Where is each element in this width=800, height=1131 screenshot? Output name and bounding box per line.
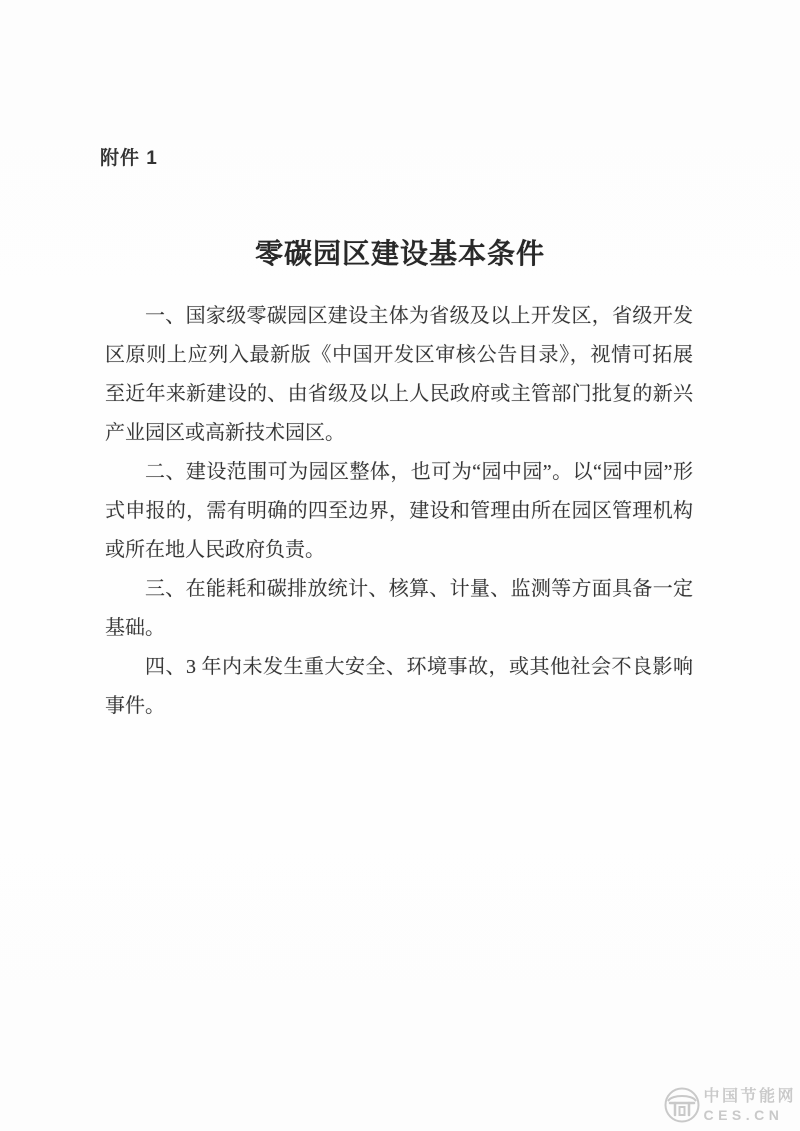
site-watermark bbox=[663, 1086, 796, 1124]
document-body bbox=[105, 297, 693, 726]
watermark-site-domain: CES.CN bbox=[703, 1106, 784, 1123]
attachment-label: 附件 1 bbox=[100, 148, 158, 169]
watermark-text bbox=[703, 1089, 796, 1122]
ces-logo-icon bbox=[663, 1086, 701, 1124]
paragraph-2: 二、建设范围可为园区整体，也可为“园中园”。以“园中园”形式申报的，需有明确的四至边界，建设和管理由所在园区管理机构或所在地人民政府负责。 bbox=[105, 461, 693, 561]
paragraph-4: 四、3 年内未发生重大安全、环境事故，或其他社会不良影响事件。 bbox=[105, 656, 693, 717]
watermark-site-name: 中国节能网 bbox=[703, 1087, 796, 1105]
paragraph-1: 一、国家级零碳园区建设主体为省级及以上开发区，省级开发区原则上应列入最新版《中国开发区审核公告目录》，视情可拓展至近年来新建设的、由省级及以上人民政府或主管部门批复的新兴产业园区或高新技术园区。 bbox=[105, 305, 693, 444]
document-title: 零碳园区建设基本条件 bbox=[254, 238, 545, 270]
paragraph-3: 三、在能耗和碳排放统计、核算、计量、监测等方面具备一定基础。 bbox=[105, 578, 693, 639]
